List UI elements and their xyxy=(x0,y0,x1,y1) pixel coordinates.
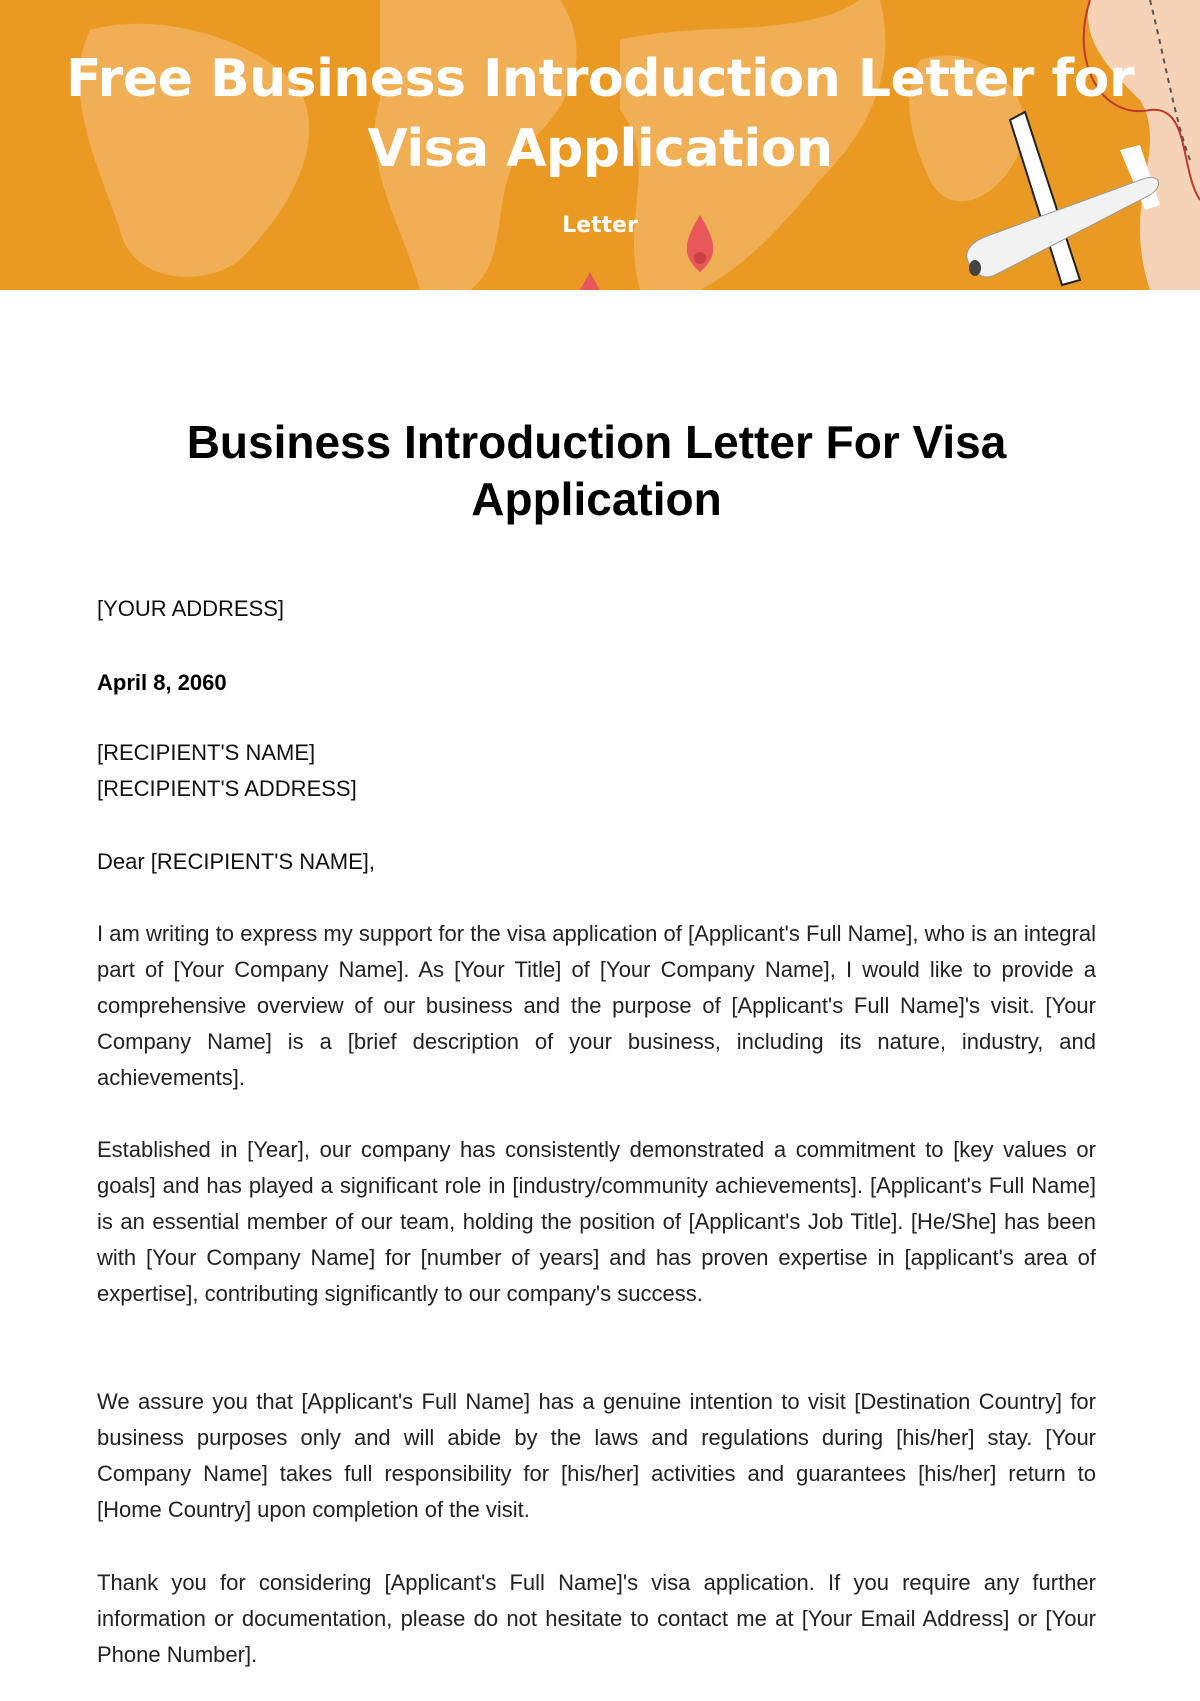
body-paragraph-3: We assure you that [Applicant's Full Name] has a genuine intention to visit [Destination Country] for business purposes only and will abide by the laws and regulations during [his/her] stay. [Your Company Name] takes full responsibility for [his/her] activities and guarantees [his/her] return to [Home Country] upon completion of the visit. xyxy=(97,1389,1096,1522)
sender-address: [YOUR ADDRESS] xyxy=(97,596,285,621)
letter-date: April 8, 2060 xyxy=(97,670,227,695)
body-paragraph-4: Thank you for considering [Applicant's Full Name]'s visa application. If you require any further information or documentation, please do not hesitate to contact me at [Your Email Address] or [Your Phone Number]. xyxy=(97,1570,1096,1667)
recipient-name: [RECIPIENT'S NAME] xyxy=(97,740,316,765)
banner-title: Free Business Introduction Letter for Visa Application xyxy=(65,49,1134,179)
header-banner xyxy=(0,0,1200,290)
body-paragraph-2: Established in [Year], our company has consistently demonstrated a commitment to [key values or goals] and has played a significant role in [industry/community achievements]. [Applicant's Full Name] is an essential member of our team, holding the position of [Applicant's Job Title]. [He/She] has been with [Your Company Name] for [number of years] and has proven expertise in [applicant's area of expertise], contributing significantly to our company's success. xyxy=(97,1137,1096,1306)
banner-category: Letter xyxy=(562,213,638,238)
salutation: Dear [RECIPIENT'S NAME], xyxy=(97,849,376,874)
document-title: Business Introduction Letter For Visa Application xyxy=(186,416,1007,525)
body-paragraph-1: I am writing to express my support for the visa application of [Applicant's Full Name], who is an integral part of [Your Company Name]. As [Your Title] of [Your Company Name], I would like to provide a comprehensive overview of our business and the purpose of [Applicant's Full Name]'s visit. [Your Company Name] is a [brief description of your business, including its nature, industry, and achievements]. xyxy=(97,921,1096,1090)
recipient-address: [RECIPIENT'S ADDRESS] xyxy=(97,776,357,801)
